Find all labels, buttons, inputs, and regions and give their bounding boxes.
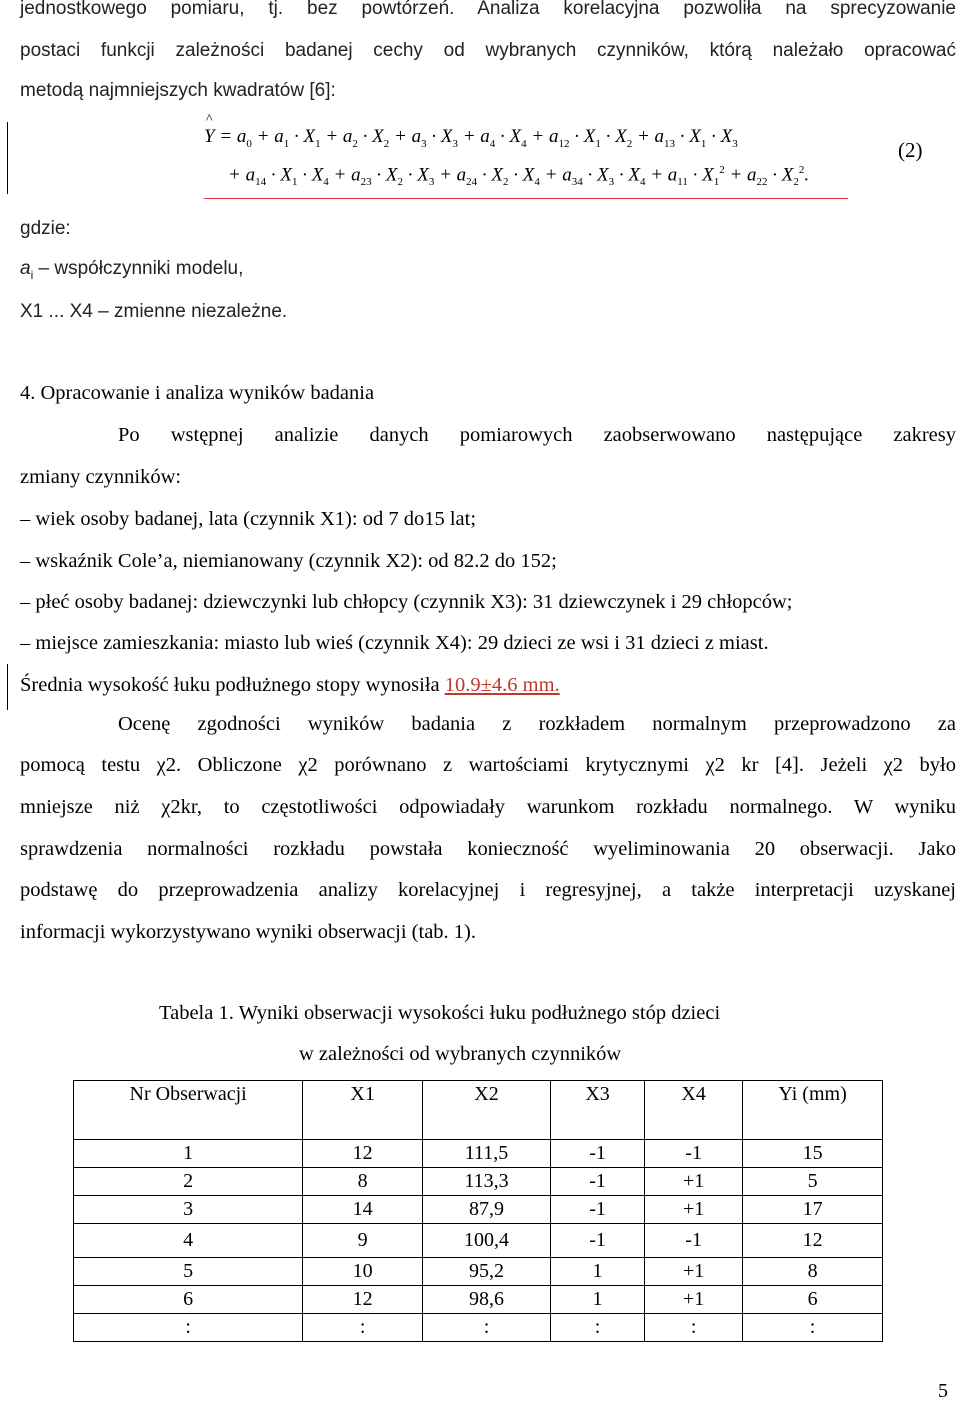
cell: 1 <box>551 1286 645 1314</box>
cell: 95,2 <box>423 1258 551 1286</box>
page-number: 5 <box>938 1380 948 1402</box>
table-row <box>74 1258 883 1286</box>
cell: -1 <box>645 1224 743 1258</box>
intro-line-3: metodą najmniejszych kwadratów [6]: <box>20 80 336 101</box>
paragraph-2-line: pomocą testu χ2. Obliczone χ2 porównano z wartościami krytycznymi χ2 kr [4]. Jeżeli χ2 było <box>20 754 956 776</box>
bullet-item: – wiek osoby badanej, lata (czynnik X1): od 7 do15 lat; <box>20 508 477 530</box>
table-caption-1: Tabela 1. Wyniki obserwacji wysokości łuku podłużnego stóp dzieci <box>159 1002 721 1024</box>
header-x4: X4 <box>645 1081 743 1140</box>
header-yi: Yi (mm) <box>743 1081 883 1140</box>
cell: -1 <box>645 1140 743 1168</box>
header-x2: X2 <box>423 1081 551 1140</box>
table-caption-2: w zależności od wybranych czynników <box>299 1043 622 1065</box>
cell: 111,5 <box>423 1140 551 1168</box>
cell: 14 <box>303 1196 423 1224</box>
cell: 12 <box>743 1224 883 1258</box>
ai-sub: i <box>30 267 34 282</box>
cell: +1 <box>645 1168 743 1196</box>
intro-line-2: postaci funkcji zależności badanej cechy od wybranych czynników, którą należało opracować <box>20 40 956 61</box>
cell: : <box>645 1314 743 1342</box>
bullet-item: – miejsce zamieszkania: miasto lub wieś (czynnik X4): 29 dzieci ze wsi i 31 dzieci z miast. <box>20 632 769 654</box>
legend-ai <box>20 258 243 282</box>
cell: 1 <box>74 1140 303 1168</box>
cell: -1 <box>551 1224 645 1258</box>
equation-number: (2) <box>898 138 923 162</box>
cell: 8 <box>743 1258 883 1286</box>
header-nr: Nr Obserwacji <box>74 1081 303 1140</box>
cell: 6 <box>74 1286 303 1314</box>
header-x1: X1 <box>303 1081 423 1140</box>
ai-symbol: a <box>20 258 31 279</box>
cell: 2 <box>74 1168 303 1196</box>
paragraph-2-line: podstawę do przeprowadzenia analizy korelacyjnej i regresyjnej, a także interpretacji uzyskanej <box>20 879 956 901</box>
table-row <box>74 1286 883 1314</box>
section-heading: 4. Opracowanie i analiza wyników badania <box>20 382 375 404</box>
cell: 15 <box>743 1140 883 1168</box>
equation-line-2: + $a_{14} \cdot X_1 \cdot X_4 + a_{23} \cdot X_2 \cdot X_3 + a_{24} \cdot X_2 \cdot X_4 + a_{34} \cdot X_3 \cdot X_4 + a_{11} \cdot X_1^2 + a_{22} \cdot X_2^2$. <box>228 164 810 189</box>
equation-line-1: Y ^ = $a_0 + a_1 \cdot X_1 + a_2 \cdot X_2 + a_3 \cdot X_3 + a_4 \cdot X_4 + a_{12} \cdot X_1 \cdot X_2 + a_{13} \cdot X_1 \cdot X_3$ <box>204 112 738 150</box>
cell: 100,4 <box>423 1224 551 1258</box>
intro-line-1: jednostkowego pomiaru, tj. bez powtórzeń. Analiza korelacyjna pozwoliła na sprecyzowanie <box>20 0 956 19</box>
cell: : <box>303 1314 423 1342</box>
observations-table <box>73 1080 883 1342</box>
table-row <box>74 1196 883 1224</box>
paragraph-2-line: Ocenę zgodności wyników badania z rozkładem normalnym przeprowadzono za <box>118 713 956 735</box>
cell: 1 <box>551 1258 645 1286</box>
cell: +1 <box>645 1258 743 1286</box>
cell: 12 <box>303 1286 423 1314</box>
paragraph-1-line-1: Po wstępnej analizie danych pomiarowych zaobserwowano następujące zakresy <box>118 424 956 446</box>
cell: 9 <box>303 1224 423 1258</box>
cell: 98,6 <box>423 1286 551 1314</box>
legend-label: gdzie: <box>20 218 71 239</box>
paragraph-2-line: informacji wykorzystywano wyniki obserwacji (tab. 1). <box>20 921 477 943</box>
header-x3: X3 <box>551 1081 645 1140</box>
cell: -1 <box>551 1168 645 1196</box>
cell: : <box>743 1314 883 1342</box>
change-bar <box>7 122 8 194</box>
cell: 6 <box>743 1286 883 1314</box>
cell: -1 <box>551 1140 645 1168</box>
cell: 5 <box>74 1258 303 1286</box>
table-row <box>74 1314 883 1342</box>
bullet-item: – wskaźnik Cole’a, niemianowany (czynnik X2): od 82.2 do 152; <box>20 550 557 572</box>
cell: -1 <box>551 1196 645 1224</box>
paragraph-2-line: mniejsze niż χ2kr, to częstotliwości odpowiadały warunkom rozkładu normalnego. W wyniku <box>20 796 956 818</box>
paragraph-1-line-2: zmiany czynników: <box>20 466 182 488</box>
mean-line <box>20 674 560 697</box>
cell: 8 <box>303 1168 423 1196</box>
cell: 17 <box>743 1196 883 1224</box>
cell: 10 <box>303 1258 423 1286</box>
change-bar <box>7 664 8 710</box>
legend-x: X1 ... X4 – zmienne niezależne. <box>20 301 288 322</box>
cell: : <box>551 1314 645 1342</box>
table-header-row <box>74 1081 883 1140</box>
table-row <box>74 1224 883 1258</box>
cell: +1 <box>645 1196 743 1224</box>
table-row <box>74 1168 883 1196</box>
cell: 12 <box>303 1140 423 1168</box>
table-row <box>74 1140 883 1168</box>
cell: : <box>423 1314 551 1342</box>
cell: 5 <box>743 1168 883 1196</box>
cell: 87,9 <box>423 1196 551 1224</box>
cell: 3 <box>74 1196 303 1224</box>
ai-text: – współczynniki modelu, <box>38 258 244 279</box>
cell: : <box>74 1314 303 1342</box>
equation-underline <box>204 198 848 199</box>
bullet-item: – płeć osoby badanej: dziewczynki lub chłopcy (czynnik X3): 31 dziewczynek i 29 chłopców; <box>20 591 793 613</box>
mean-prefix: Średnia wysokość łuku podłużnego stopy wynosiła <box>20 674 445 696</box>
cell: 113,3 <box>423 1168 551 1196</box>
cell: +1 <box>645 1286 743 1314</box>
cell: 4 <box>74 1224 303 1258</box>
paragraph-2-line: sprawdzenia normalności rozkładu powstała konieczność wyeliminowania 20 obserwacji. Jako <box>20 838 956 860</box>
mean-value: 10.9±4.6 mm. <box>444 674 560 696</box>
